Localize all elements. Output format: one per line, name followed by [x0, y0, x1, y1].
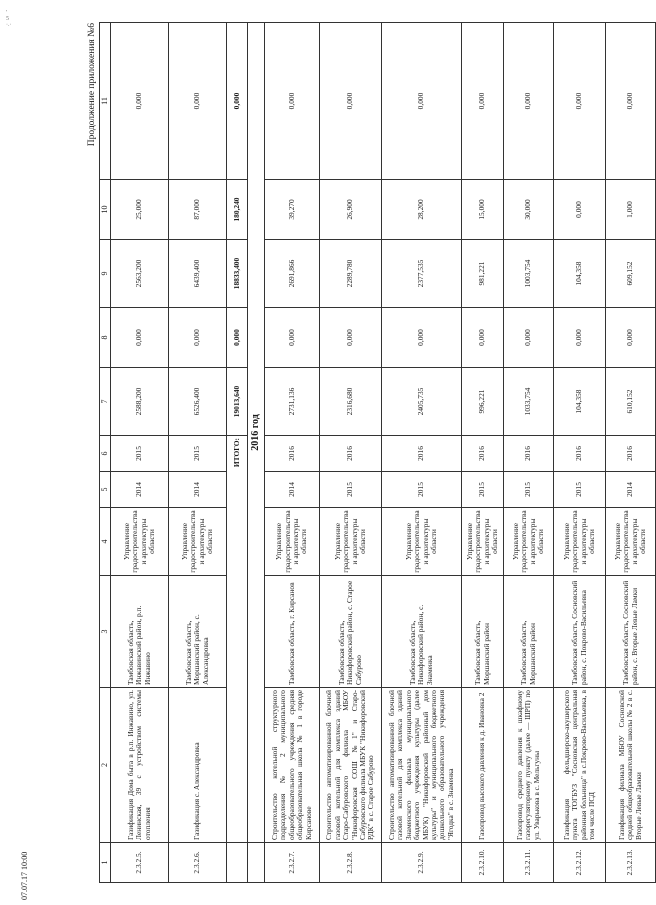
table-row — [265, 23, 320, 883]
col-number-6: 6 — [100, 436, 111, 472]
amount-col10: 1,000 — [606, 180, 656, 240]
col-number-4: 4 — [100, 508, 111, 576]
object-location: Тамбовская область, Моршанский район — [504, 576, 554, 688]
total-col9: 18833,400 — [227, 240, 248, 308]
start-year: 2015 — [462, 472, 504, 508]
amount-col10: 87,000 — [169, 180, 227, 240]
amount-col11: 0,000 — [554, 23, 606, 180]
executor: Управление градостроительства и архитектуры области — [462, 508, 504, 576]
amount-col7: 2316,680 — [320, 368, 382, 436]
amount-col9: 2563,200 — [111, 240, 169, 308]
amount-col9: 2289,780 — [320, 240, 382, 308]
amount-col7: 2588,200 — [111, 368, 169, 436]
amount-col11: 0,000 — [606, 23, 656, 180]
continuation-label: Продолжение приложения №6 — [87, 23, 97, 147]
object-location: Тамбовская область, г. Кирсанов — [265, 576, 320, 688]
amount-col10: 30,000 — [504, 180, 554, 240]
rotated-document-sheet — [86, 23, 647, 883]
executor: Управление градостроительства и архитектуры области — [504, 508, 554, 576]
object-name: Газификация филиала МБОУ Сосновской средней общеобразовательной школы № 2 в с. Вторые Левые Ламки — [606, 688, 656, 843]
table-row — [554, 23, 606, 883]
executor: Управление градостроительства и архитектуры области — [320, 508, 382, 576]
amount-col9: 1003,754 — [504, 240, 554, 308]
object-location: Тамбовская область, Моршанский район — [462, 576, 504, 688]
amount-col7: 610,152 — [606, 368, 656, 436]
header-number-row — [100, 23, 111, 883]
total-blank-cell — [227, 843, 248, 883]
start-year: 2015 — [554, 472, 606, 508]
object-name: Газификация Дома быта в р.п. Инжавино, ул. Ленинская, 39 с устройством системы отопления — [111, 688, 169, 843]
amount-col7: 2731,136 — [265, 368, 320, 436]
col-number-8: 8 — [100, 308, 111, 368]
table-row — [320, 23, 382, 883]
amount-col10: 28,200 — [382, 180, 462, 240]
object-name: Строительство автоматизированной блочной газовой котельной для комплекса зданий Старо-Сабуровского филиала МБОУ "Никифоровская СОШ №1" и Старо-Сабуровского филиала МБУК "Никифоровский РДК" в с. Старое Сабурово — [320, 688, 382, 843]
col-number-5: 5 — [100, 472, 111, 508]
amount-col11: 0,000 — [382, 23, 462, 180]
table-row — [462, 23, 504, 883]
start-year: 2015 — [504, 472, 554, 508]
table-row — [169, 23, 227, 883]
end-year: 2015 — [169, 436, 227, 472]
amount-col7: 104,358 — [554, 368, 606, 436]
amount-col10: 25,000 — [111, 180, 169, 240]
total-row — [227, 23, 248, 883]
table-row — [504, 23, 554, 883]
row-number: 2.3.2.11. — [504, 843, 554, 883]
amount-col10: 0,000 — [554, 180, 606, 240]
amount-col11: 0,000 — [169, 23, 227, 180]
total-col11: 0,000 — [227, 23, 248, 180]
margin-scribble-3: ·.· — [6, 22, 12, 28]
amount-col9: 981,221 — [462, 240, 504, 308]
amount-col11: 0,000 — [111, 23, 169, 180]
start-year: 2014 — [169, 472, 227, 508]
amount-col10: 26,900 — [320, 180, 382, 240]
amount-col11: 0,000 — [265, 23, 320, 180]
amount-col8: 0,000 — [169, 308, 227, 368]
amount-col8: 0,000 — [554, 308, 606, 368]
executor: Управление градостроительства и архитектуры области — [554, 508, 606, 576]
total-col7: 19013,640 — [227, 368, 248, 436]
object-location: Тамбовская область, Сосновский район, с. Покрово-Васильевка — [554, 576, 606, 688]
amount-col7: 996,221 — [462, 368, 504, 436]
amount-col10: 39,270 — [265, 180, 320, 240]
row-number: 2.3.2.8. — [320, 843, 382, 883]
object-name: Газопровод высокого давления к д. Ивановка 2 — [462, 688, 504, 843]
col-number-9: 9 — [100, 240, 111, 308]
amount-col8: 0,000 — [320, 308, 382, 368]
executor: Управление градостроительства и архитектуры области — [111, 508, 169, 576]
end-year: 2016 — [382, 436, 462, 472]
object-name: Газификация с. Александровка — [169, 688, 227, 843]
amount-col8: 0,000 — [265, 308, 320, 368]
year-heading: 2016 год — [248, 23, 265, 843]
amount-col9: 2377,535 — [382, 240, 462, 308]
row-number: 2.3.2.12. — [554, 843, 606, 883]
start-year: 2014 — [606, 472, 656, 508]
end-year: 2016 — [462, 436, 504, 472]
start-year: 2015 — [320, 472, 382, 508]
amount-col9: 104,358 — [554, 240, 606, 308]
print-timestamp — [20, 851, 50, 900]
object-name: Газификация фельдшерско-акушерского пункта ТОГБУЗ "Сосновская центральная районная больница" в с.Покрово-Васильевка, в том числе ПСД — [554, 688, 606, 843]
margin-scribble-2: 5 — [6, 16, 9, 22]
col-number-3: 3 — [100, 576, 111, 688]
table-row — [111, 23, 169, 883]
margin-scribble-1: ' — [6, 10, 8, 16]
table-row — [606, 23, 656, 883]
start-year: 2015 — [382, 472, 462, 508]
object-location: Тамбовская область, Инжавинский район, р.п. Инжавино — [111, 576, 169, 688]
amount-col8: 0,000 — [504, 308, 554, 368]
end-year: 2016 — [554, 436, 606, 472]
executor: Управление градостроительства и архитектуры области — [606, 508, 656, 576]
amount-col11: 0,000 — [504, 23, 554, 180]
col-number-7: 7 — [100, 368, 111, 436]
end-year: 2016 — [504, 436, 554, 472]
end-year: 2016 — [265, 436, 320, 472]
end-year: 2016 — [606, 436, 656, 472]
col-number-10: 10 — [100, 180, 111, 240]
object-name: Строительство котельной структурного подразделения № 2 муниципального общеобразовательного учреждения средняя общеобразовательная школа № 1 в городе Кирсанове — [265, 688, 320, 843]
row-number: 2.3.2.7. — [265, 843, 320, 883]
object-location: Тамбовская область, Никифоровский район, с. Старое Сабурово — [320, 576, 382, 688]
row-number: 2.3.2.10. — [462, 843, 504, 883]
executor: Управление градостроительства и архитектуры области — [265, 508, 320, 576]
row-number: 2.3.2.13. — [606, 843, 656, 883]
amount-col8: 0,000 — [462, 308, 504, 368]
col-number-1: 1 — [100, 843, 111, 883]
row-number: 2.3.2.9. — [382, 843, 462, 883]
amount-col10: 15,000 — [462, 180, 504, 240]
row-number: 2.3.2.5. — [111, 843, 169, 883]
amount-col8: 0,000 — [606, 308, 656, 368]
amount-col8: 0,000 — [111, 308, 169, 368]
end-year: 2016 — [320, 436, 382, 472]
year-heading-row — [248, 23, 265, 883]
object-name: Газопровод среднего давления к шкафному газорегуляторному пункту (далее — ШРП) по ул. Уварькова в с. Мельгуны — [504, 688, 554, 843]
amount-col9: 6439,400 — [169, 240, 227, 308]
start-year: 2014 — [111, 472, 169, 508]
col-number-2: 2 — [100, 688, 111, 843]
amount-col9: 2691,866 — [265, 240, 320, 308]
end-year: 2015 — [111, 436, 169, 472]
amount-col7: 2405,735 — [382, 368, 462, 436]
amount-col7: 1033,754 — [504, 368, 554, 436]
margin-scribble — [6, 10, 32, 30]
amount-col7: 6526,400 — [169, 368, 227, 436]
total-col10: 180,240 — [227, 180, 248, 240]
col-number-11: 11 — [100, 23, 111, 180]
amount-col8: 0,000 — [382, 308, 462, 368]
executor: Управление градостроительства и архитектуры области — [169, 508, 227, 576]
total-label: ИТОГО: — [227, 436, 248, 843]
amount-col11: 0,000 — [320, 23, 382, 180]
object-location: Тамбовская область, Никифоровский район, с. Знаменка — [382, 576, 462, 688]
object-location: Тамбовская область, Сосновский район, с. Вторые Левые Ламки — [606, 576, 656, 688]
object-name: Строительство автоматизированной блочной газовой котельной для комплекса зданий Знаменского филиала муниципального бюджетного учреждения культуры (далее МБУК) "Никифоровский районный дом культуры" и муниципального бюджетного дошкольного образовательного учреждения "Ягодка" в с. Знаменка — [382, 688, 462, 843]
start-year: 2014 — [265, 472, 320, 508]
amount-col11: 0,000 — [462, 23, 504, 180]
executor: Управление градостроительства и архитектуры области — [382, 508, 462, 576]
total-col8: 0,000 — [227, 308, 248, 368]
table-row — [382, 23, 462, 883]
amount-col9: 609,152 — [606, 240, 656, 308]
row-number: 2.3.2.6. — [169, 843, 227, 883]
year-blank-cell — [248, 843, 265, 883]
program-table — [99, 22, 656, 883]
object-location: Тамбовская область, Моршанский район, с. Александровка — [169, 576, 227, 688]
print-timestamp-text: 07.07.17 10:00 — [20, 851, 29, 900]
